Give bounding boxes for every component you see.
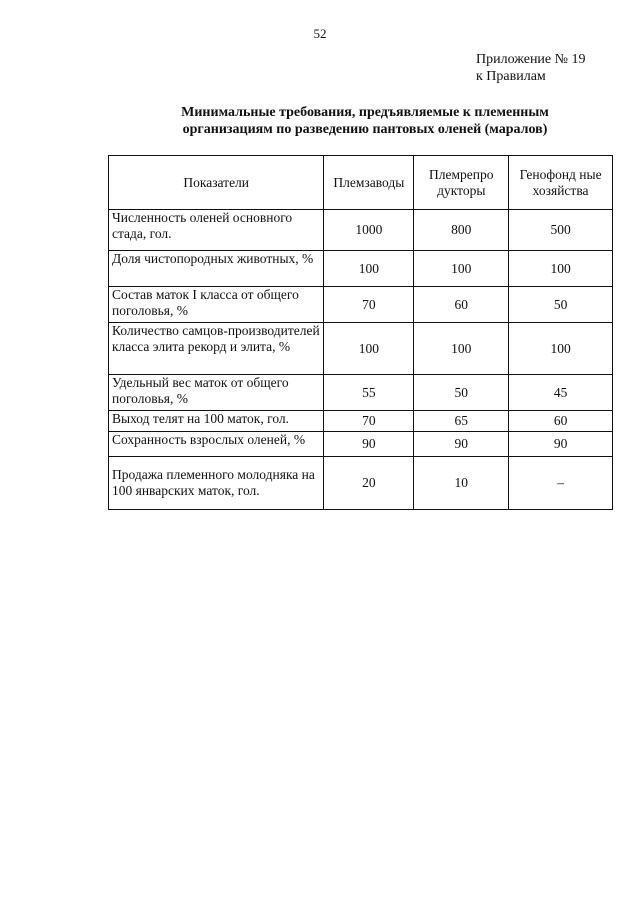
value-genepool-farms: 60 xyxy=(509,411,613,432)
value-breeding-plants: 20 xyxy=(324,457,414,510)
row-label: Продажа племенного молодняка на 100 январских маток, гол. xyxy=(109,457,324,510)
header-breeding-plants: Племзаводы xyxy=(324,156,414,210)
row-label: Численность оленей основного стада, гол. xyxy=(109,210,324,251)
document-title-line-2: организациям по разведению пантовых оленей (маралов) xyxy=(182,122,548,137)
requirements-table xyxy=(108,155,613,510)
appendix-reference xyxy=(476,51,586,85)
value-breeding-reproducers: 90 xyxy=(414,432,509,457)
value-breeding-plants: 1000 xyxy=(324,210,414,251)
document-title-line-1: Минимальные требования, предъявляемые к племенным xyxy=(181,105,549,120)
value-genepool-farms: 90 xyxy=(509,432,613,457)
value-breeding-reproducers: 50 xyxy=(414,375,509,411)
value-genepool-farms: 50 xyxy=(509,287,613,323)
table-row xyxy=(109,287,613,323)
table-row xyxy=(109,375,613,411)
value-breeding-plants: 90 xyxy=(324,432,414,457)
row-label: Количество самцов-производителей класса элита рекорд и элита, % xyxy=(109,323,324,375)
page-number: 52 xyxy=(313,26,327,41)
value-breeding-plants: 100 xyxy=(324,323,414,375)
header-genepool-farms: Генофонд ные хозяйства xyxy=(509,156,613,210)
table-header-row xyxy=(109,156,613,210)
table-row xyxy=(109,432,613,457)
row-label: Выход телят на 100 маток, гол. xyxy=(109,411,324,432)
value-breeding-plants: 70 xyxy=(324,287,414,323)
table-row xyxy=(109,210,613,251)
value-genepool-farms: 45 xyxy=(509,375,613,411)
header-breeding-reproducers: Племрепро дукторы xyxy=(414,156,509,210)
value-breeding-reproducers: 65 xyxy=(414,411,509,432)
value-breeding-reproducers: 10 xyxy=(414,457,509,510)
header-indicators: Показатели xyxy=(109,156,324,210)
value-genepool-farms: 100 xyxy=(509,251,613,287)
value-breeding-reproducers: 100 xyxy=(414,323,509,375)
table-row xyxy=(109,411,613,432)
value-breeding-plants: 70 xyxy=(324,411,414,432)
document-title xyxy=(150,104,580,138)
row-label: Сохранность взрослых оленей, % xyxy=(109,432,324,457)
table-row xyxy=(109,251,613,287)
appendix-number: Приложение № 19 xyxy=(476,52,586,67)
table-row xyxy=(109,457,613,510)
value-breeding-reproducers: 800 xyxy=(414,210,509,251)
row-label: Состав маток I класса от общего поголовья, % xyxy=(109,287,324,323)
table-row xyxy=(109,323,613,375)
value-genepool-farms: 500 xyxy=(509,210,613,251)
appendix-rules-reference: к Правилам xyxy=(476,69,546,84)
value-breeding-plants: 100 xyxy=(324,251,414,287)
value-genepool-farms: 100 xyxy=(509,323,613,375)
value-genepool-farms: – xyxy=(509,457,613,510)
row-label: Доля чистопородных животных, % xyxy=(109,251,324,287)
row-label: Удельный вес маток от общего поголовья, % xyxy=(109,375,324,411)
value-breeding-reproducers: 100 xyxy=(414,251,509,287)
value-breeding-plants: 55 xyxy=(324,375,414,411)
value-breeding-reproducers: 60 xyxy=(414,287,509,323)
